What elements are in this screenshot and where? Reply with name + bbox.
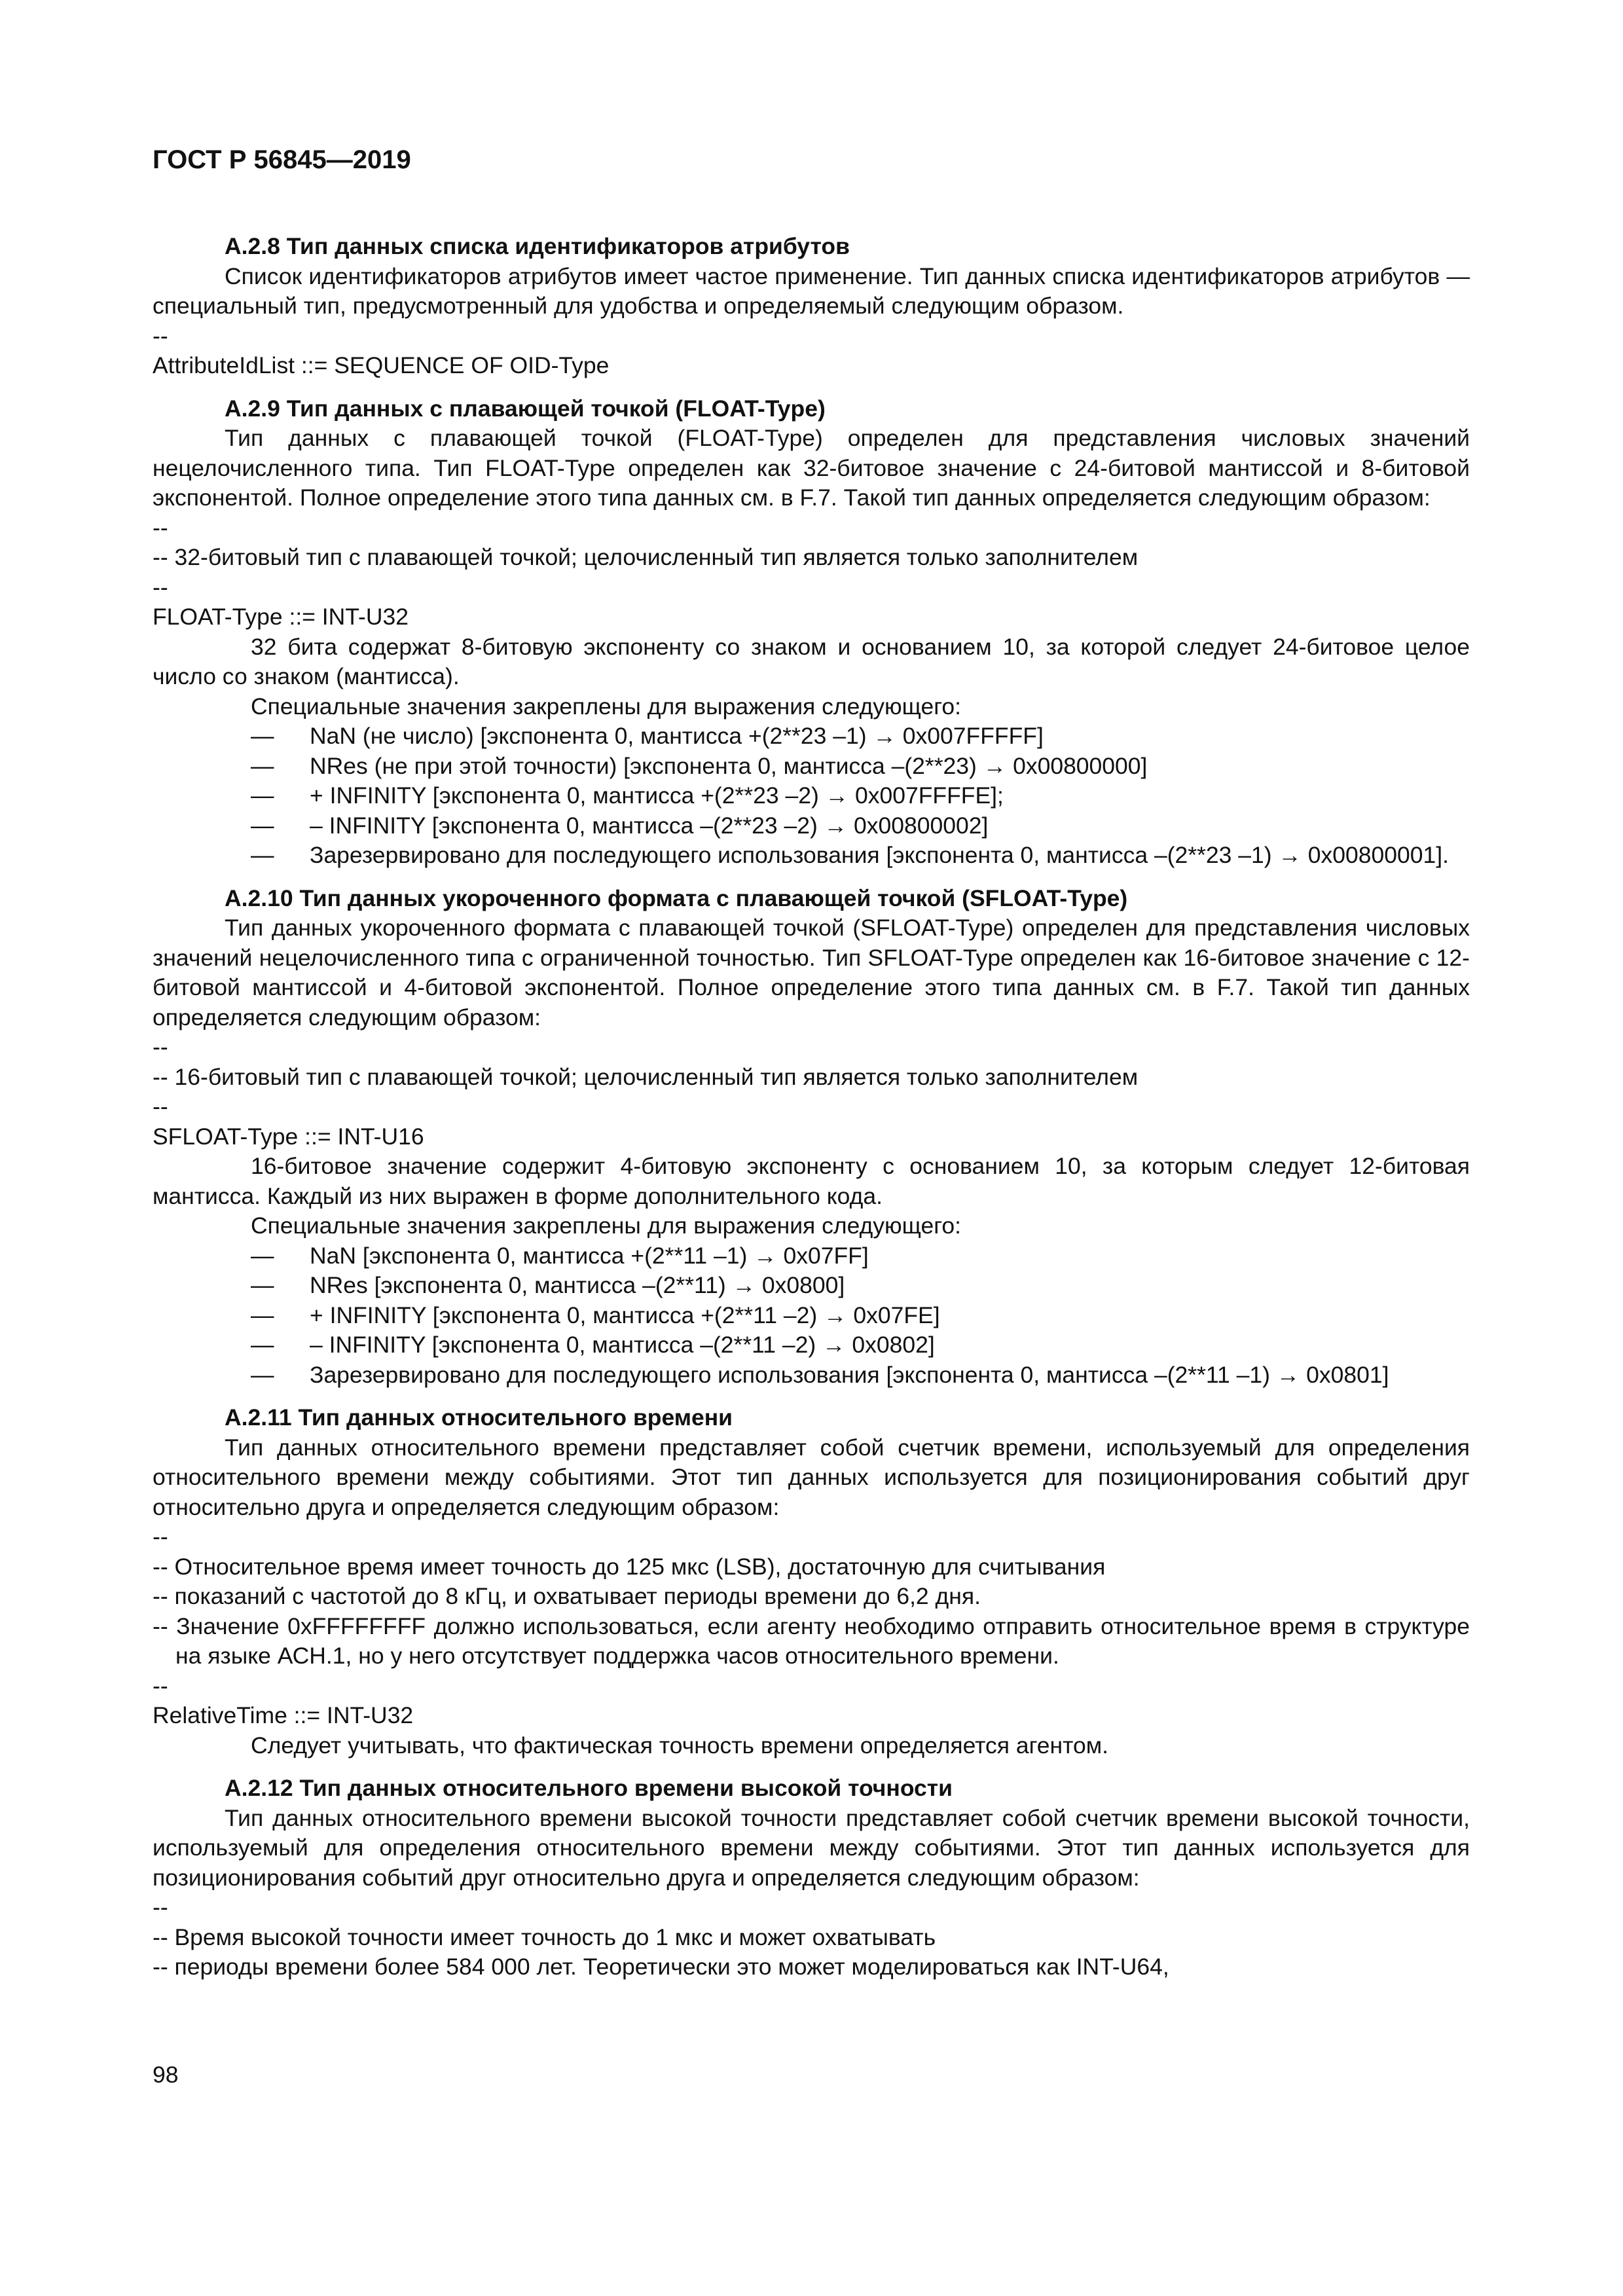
bullet-dash: — [251,1272,274,1298]
note-text: Следует учитывать, что фактическая точность времени определяется агентом. [251,1732,1108,1758]
code-line: -- [153,1523,168,1550]
list-item-text: NaN [экспонента 0, мантисса +(2**11 –1) → 0x07FF] [310,1242,869,1269]
code-line: SFLOAT-Type ::= INT-U16 [153,1123,424,1150]
code-line: -- [153,1093,168,1120]
list-item [153,1241,1470,1271]
list-item-text: + INFINITY [экспонента 0, мантисса +(2**11 –2) → 0x07FE] [310,1302,940,1328]
list-item-text: NRes (не при этой точности) [экспонента 0, мантисса –(2**23) → 0x00800000] [310,752,1148,779]
bullet-dash: — [251,842,274,868]
list-item-text: – INFINITY [экспонента 0, мантисса –(2**11 –2) → 0x0802] [310,1332,935,1358]
code-line: -- [153,1034,168,1060]
code-line: -- [153,514,168,541]
list-item [153,811,1470,841]
list-item-text: + INFINITY [экспонента 0, мантисса +(2**23 –2) → 0x007FFFFE]; [310,782,1004,809]
list-item [153,1271,1470,1301]
code-line: -- Значение 0xFFFFFFFF должно использоваться, если агенту необходимо отправить относительное время в структуре на языке АСН.1, но у него отсутствует поддержка часов относительного времени. [153,1613,1470,1669]
special-values-list [153,1241,1470,1391]
code-line: -- [153,1894,168,1920]
bullet-dash: — [251,1242,274,1269]
code-line: -- [153,1672,168,1699]
list-item [153,1360,1470,1391]
code-line: -- показаний с частотой до 8 кГц, и охватывает периоды времени до 6,2 дня. [153,1583,981,1609]
list-item-text: – INFINITY [экспонента 0, мантисса –(2**23 –2) → 0x00800002] [310,812,989,839]
code-line: -- Время высокой точности имеет точность до 1 мкс и может охватывать [153,1923,936,1950]
special-values-intro: Специальные значения закреплены для выражения следующего: [251,693,961,720]
list-item [153,1330,1470,1360]
code-line: FLOAT-Type ::= INT-U32 [153,604,409,630]
section-paragraph: Тип данных укороченного формата с плавающей точкой (SFLOAT-Type) определен для представления числовых значений нецелочисленного типа с ограниченной точностью. Тип SFLOAT-Type определен как 16-битовое значение с 12-битовой мантиссой и 4-битовой экспонентой. Полное определение этого типа данных см. в F.7. Такой тип данных определяется следующим образом: [153,915,1470,1030]
section-paragraph: Тип данных с плавающей точкой (FLOAT-Type) определен для представления числовых значений нецелочисленного типа. Тип FLOAT-Type определен как 32-битовое значение с 24-битовой мантиссой и 8-битовой экспонентой. Полное определение этого типа данных см. в F.7. Такой тип данных определяется следующим образом: [153,425,1470,511]
list-item [153,781,1470,811]
list-item-text: NRes [экспонента 0, мантисса –(2**11) → 0x0800] [310,1272,845,1298]
section-paragraph: Тип данных относительного времени представляет собой счетчик времени, используемый для определения относительного времени между событиями. Этот тип данных используется для позиционирования событий друг относительно друга и определяется следующим образом: [153,1434,1470,1520]
list-item-text: Зарезервировано для последующего использования [экспонента 0, мантисса –(2**11 –1) → 0x0801] [310,1361,1389,1388]
document-header: ГОСТ Р 56845—2019 [153,145,411,174]
bullet-dash: — [251,752,274,779]
list-item [153,841,1470,871]
page-content [153,144,1470,1982]
bullet-dash: — [251,723,274,749]
bullet-dash: — [251,1332,274,1358]
section-paragraph: Тип данных относительного времени высокой точности представляет собой счетчик времени высокой точности, используемый для определения относительного времени между событиями. Этот тип данных используется для позиционирования событий друг относительно друга и определяется следующим образом: [153,1804,1470,1891]
section-heading-a212: А.2.12 Тип данных относительного времени высокой точности [225,1775,953,1801]
list-item [153,752,1470,782]
section-heading-a28: А.2.8 Тип данных списка идентификаторов атрибутов [225,233,850,259]
code-line: -- периоды времени более 584 000 лет. Теоретически это может моделироваться как INT-U64, [153,1954,1169,1980]
code-line: -- Относительное время имеет точность до 125 мкс (LSB), достаточную для считывания [153,1553,1106,1580]
page-number: 98 [153,2062,179,2088]
list-item [153,721,1470,752]
section-paragraph: Список идентификаторов атрибутов имеет частое применение. Тип данных списка идентификаторов атрибутов — специальный тип, предусмотренный для удобства и определяемый следующим образом. [153,263,1470,319]
special-values-list [153,721,1470,871]
bullet-dash: — [251,1361,274,1388]
type-description: 32 бита содержат 8-битовую экспоненту со знаком и основанием 10, за которой следует 24-битовое целое число со знаком (мантисса). [153,633,1470,689]
bullet-dash: — [251,812,274,839]
section-heading-a211: А.2.11 Тип данных относительного времени [225,1404,733,1430]
code-line: -- [153,574,168,600]
code-line: -- 32-битовый тип с плавающей точкой; целочисленный тип является только заполнителем [153,544,1139,570]
bullet-dash: — [251,1302,274,1328]
type-description: 16-битовое значение содержит 4-битовую экспоненту с основанием 10, за которым следует 12-битовая мантисса. Каждый из них выражен в форме дополнительного кода. [153,1153,1470,1209]
special-values-intro: Специальные значения закреплены для выражения следующего: [251,1212,961,1239]
code-line: AttributeIdList ::= SEQUENCE OF OID-Type [153,352,610,378]
code-line: -- 16-битовый тип с плавающей точкой; целочисленный тип является только заполнителем [153,1063,1139,1090]
code-line: -- [153,322,168,349]
code-line: RelativeTime ::= INT-U32 [153,1702,414,1728]
section-heading-a210: А.2.10 Тип данных укороченного формата с плавающей точкой (SFLOAT-Type) [225,884,1128,911]
bullet-dash: — [251,782,274,809]
section-heading-a29: А.2.9 Тип данных с плавающей точкой (FLOAT-Type) [225,395,826,422]
list-item-text: Зарезервировано для последующего использования [экспонента 0, мантисса –(2**23 –1) → 0x00800001]. [310,842,1449,868]
list-item [153,1301,1470,1331]
list-item-text: NaN (не число) [экспонента 0, мантисса +(2**23 –1) → 0x007FFFFF] [310,723,1044,749]
